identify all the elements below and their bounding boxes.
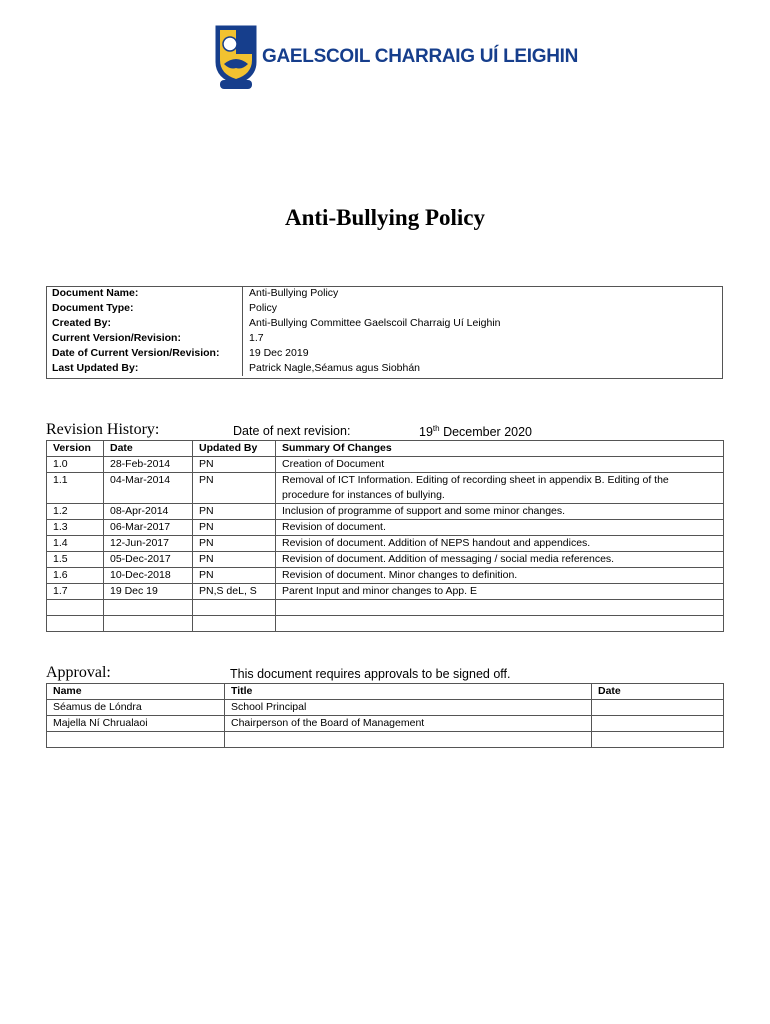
date-cell — [104, 616, 193, 632]
info-row — [46, 286, 724, 301]
approval-date-cell — [592, 700, 724, 716]
info-row — [46, 361, 724, 376]
approval-date-cell — [592, 732, 724, 748]
table-row — [47, 473, 724, 504]
table-row — [47, 584, 724, 600]
version-cell: 1.1 — [47, 473, 104, 504]
table-row — [47, 716, 724, 732]
version-cell — [47, 616, 104, 632]
info-label: Date of Current Version/Revision: — [46, 346, 243, 361]
school-name: GAELSCOIL CHARRAIG UÍ LEIGHIN — [262, 46, 579, 67]
info-label: Current Version/Revision: — [46, 331, 243, 346]
col-approval-date: Date — [592, 684, 724, 700]
version-cell: 1.2 — [47, 504, 104, 520]
info-value: Policy — [249, 302, 278, 314]
table-row — [47, 520, 724, 536]
approval-note: This document requires approvals to be signed off. — [230, 667, 511, 681]
title-cell: School Principal — [225, 700, 592, 716]
approval-date-cell — [592, 716, 724, 732]
table-row — [47, 568, 724, 584]
version-cell: 1.3 — [47, 520, 104, 536]
updated-by-cell: PN — [193, 457, 276, 473]
revision-history-table — [46, 440, 724, 632]
info-value: Anti-Bullying Committee Gaelscoil Charraig Uí Leighin — [249, 317, 501, 329]
date-cell: 08-Apr-2014 — [104, 504, 193, 520]
col-version: Version — [47, 441, 104, 457]
col-summary: Summary Of Changes — [276, 441, 724, 457]
date-cell: 19 Dec 19 — [104, 584, 193, 600]
updated-by-cell: PN,S deL, S — [193, 584, 276, 600]
revision-header-row — [47, 441, 724, 457]
revision-history-heading: Revision History: — [46, 421, 160, 438]
document-info-table — [46, 286, 724, 376]
school-crest-icon — [212, 24, 260, 90]
approval-table — [46, 683, 724, 748]
col-updated-by: Updated By — [193, 441, 276, 457]
col-date: Date — [104, 441, 193, 457]
summary-cell: Removal of ICT Information. Editing of recording sheet in appendix B. Editing of the procedure for instances of bullying. — [276, 473, 724, 504]
version-cell: 1.5 — [47, 552, 104, 568]
date-cell: 28-Feb-2014 — [104, 457, 193, 473]
approval-heading: Approval: — [46, 664, 111, 681]
version-cell — [47, 600, 104, 616]
date-cell: 12-Jun-2017 — [104, 536, 193, 552]
date-cell — [104, 600, 193, 616]
info-label: Created By: — [46, 316, 243, 331]
page-title: Anti-Bullying Policy — [285, 205, 485, 230]
date-cell: 04-Mar-2014 — [104, 473, 193, 504]
info-row — [46, 316, 724, 331]
title-cell: Chairperson of the Board of Management — [225, 716, 592, 732]
col-title: Title — [225, 684, 592, 700]
updated-by-cell — [193, 600, 276, 616]
updated-by-cell: PN — [193, 520, 276, 536]
info-label: Last Updated By: — [46, 361, 243, 376]
info-value: 19 Dec 2019 — [249, 347, 309, 359]
next-revision-label: Date of next revision: — [233, 424, 351, 438]
updated-by-cell: PN — [193, 552, 276, 568]
summary-cell: Parent Input and minor changes to App. E — [276, 584, 724, 600]
updated-by-cell: PN — [193, 473, 276, 504]
col-name: Name — [47, 684, 225, 700]
summary-cell: Revision of document. Addition of NEPS handout and appendices. — [276, 536, 724, 552]
version-cell: 1.6 — [47, 568, 104, 584]
summary-cell — [276, 616, 724, 632]
updated-by-cell — [193, 616, 276, 632]
name-cell: Majella Ní Chrualaoi — [47, 716, 225, 732]
summary-cell: Revision of document. Minor changes to definition. — [276, 568, 724, 584]
table-row — [47, 504, 724, 520]
summary-cell: Revision of document. Addition of messaging / social media references. — [276, 552, 724, 568]
info-row — [46, 301, 724, 316]
name-cell — [47, 732, 225, 748]
version-cell: 1.7 — [47, 584, 104, 600]
table-row — [47, 457, 724, 473]
name-cell: Séamus de Lóndra — [47, 700, 225, 716]
info-value: Anti-Bullying Policy — [249, 287, 339, 299]
table-row — [47, 600, 724, 616]
date-cell: 10-Dec-2018 — [104, 568, 193, 584]
date-cell: 05-Dec-2017 — [104, 552, 193, 568]
school-header — [212, 24, 579, 94]
version-cell: 1.0 — [47, 457, 104, 473]
table-row — [47, 616, 724, 632]
version-cell: 1.4 — [47, 536, 104, 552]
approval-header-row — [47, 684, 724, 700]
table-row — [47, 552, 724, 568]
table-row — [47, 732, 724, 748]
updated-by-cell: PN — [193, 568, 276, 584]
info-label: Document Type: — [46, 301, 243, 316]
summary-cell — [276, 600, 724, 616]
info-row — [46, 331, 724, 346]
info-value: Patrick Nagle,Séamus agus Siobhán — [249, 362, 421, 374]
info-row — [46, 346, 724, 361]
updated-by-cell: PN — [193, 536, 276, 552]
updated-by-cell: PN — [193, 504, 276, 520]
summary-cell: Creation of Document — [276, 457, 724, 473]
summary-cell: Revision of document. — [276, 520, 724, 536]
date-cell: 06-Mar-2017 — [104, 520, 193, 536]
title-cell — [225, 732, 592, 748]
info-value: 1.7 — [249, 332, 264, 344]
table-row — [47, 536, 724, 552]
info-label: Document Name: — [46, 286, 243, 301]
summary-cell: Inclusion of programme of support and some minor changes. — [276, 504, 724, 520]
table-row — [47, 700, 724, 716]
next-revision-date: 19th December 2020 — [419, 424, 533, 440]
